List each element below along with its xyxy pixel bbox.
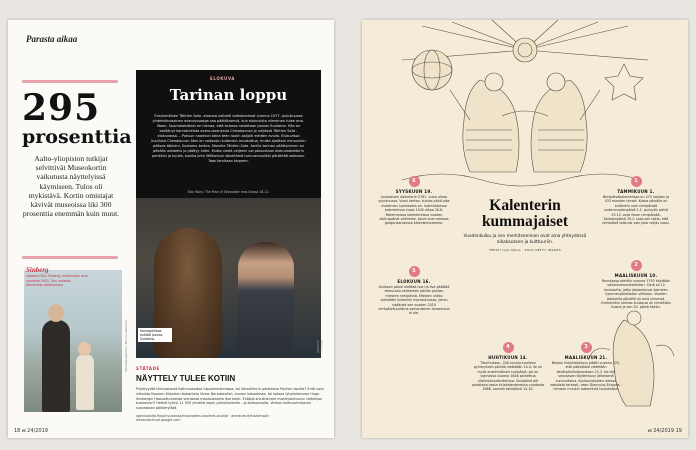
calendar-item-4 bbox=[472, 342, 544, 392]
statade-links[interactable]: opinvuosilta.fi/opinvuosissa/museoiden-avoimet-sisallot · ateneum.fi/maailmalla · artsandculture.google.com bbox=[136, 414, 271, 423]
item-body: Nimipäiväkalenterissa on 475 naisten ja 433 miesten nimeä. Koska päivälle on kuitenkin vain nimipäivää uudenvuodenpäivä 1.1. jouluyön päivä 25.12. ovat ilman nimipäivää. Karkauspäivä 29.2. taas sen takia, että nimipäivä toistuisi vain joka neljäs vuosi. bbox=[602, 195, 670, 226]
folio-mag: et bbox=[648, 429, 652, 434]
sinberg-painting-image bbox=[24, 270, 122, 412]
folio-right bbox=[648, 428, 682, 434]
section-label: Parasta aikaa bbox=[26, 34, 78, 44]
lede-text: Aalto-yliopiston tutkijat selvittivät Museokortin vaikutusta näyttelyissä käymiseen. Tulos oli mykistävä. Kortin omistajat kävivät museoissa liki 300 prosenttia enemmän kuin muut. bbox=[22, 154, 120, 219]
figure-left bbox=[463, 80, 519, 172]
folio-number: 18 bbox=[14, 428, 21, 434]
item-heading: ELOKUUN 16. bbox=[397, 279, 431, 284]
sun-disc bbox=[513, 38, 537, 62]
item-body: Juutalaisen kalenterin 5781. vuosi alkaa syyskuussa. Vuosi kertoo, kuinka pitkä aika maailman luomisesta on. Islamilaisessa kalenterissa vuosi 1442 alkaa 20.8. Molemmissa kalentereissa vuoden aloituspäivä vaihtelee, toisin kuin omassa gregoriaanisessa kalenterissamme. bbox=[378, 195, 450, 226]
sinberg-caption-name: Sinberg bbox=[26, 266, 49, 274]
painting-figure-child bbox=[76, 354, 94, 410]
star-right bbox=[605, 64, 643, 100]
elokuva-credit: Star Wars: The Rise of Skywalker ensi-illassa 18.12. bbox=[187, 190, 270, 194]
item-number-badge: 3 bbox=[581, 342, 592, 353]
item-number-badge: 5 bbox=[409, 266, 420, 277]
calendar-item-2 bbox=[600, 260, 672, 310]
still-credit: Disney / Lucasfilm bbox=[316, 340, 324, 354]
sinberg-caption bbox=[26, 266, 88, 288]
item-heading: HUHTIKUUN 14. bbox=[488, 355, 528, 360]
item-body: Ranskassa otettiin vuonna 1793 käyttöön vallankumouskalenteri. Siinä oli 12 kuukautta, jotka jakaantuivat kolmeen kymmenpäiväiseen viikkoon. Vuoden jokaisella päivällä oli oma nimensä. Esimerkiksi kolmas kuukausi oli nimeltään huono ja sen 10. päivä hekku. bbox=[601, 279, 671, 310]
elokuva-body: Ensimmäinen Tähtien Sota -elokuva valloitti valkokankaat vuonna 1977. Joulukuussa yhdeksänosainen avaruussaaga saa päätöksensä, kun elokuvista viimeinen tulee ensi-iltaan. Suomalaisittain on hienoa, että kolossa nostetaan Joonas Suotamo. Hän on esittänyt karvaturkista avaruussankaria Chewbaccaa jo neljässä Tähtien Sota -elokuvassa. – Paksun naamion takia teen roolin paljolti eleiden avulla. Elokuvissa kuulluva Chewbaccan ääni on valtaosin kuitenkin muokattua, mutta ajoittain minuunkin pääsee äänieni, Suotamo kertoo. Monelle Tähtien Sota -fanille tarinan päättyminen on pitkään odotettu ja päätyy hetki. Mutta viedä veljeeni vai paluustaan elokuvateatterin penkkiin ja kuulla, kuinka John Williamsin säveltämä tunnusmusiikki pärähtää soimaan. Taas tarvitaan tarpeen. bbox=[151, 114, 306, 163]
calendar-item-1 bbox=[600, 176, 672, 226]
calendar-item-5 bbox=[378, 266, 450, 316]
item-heading: TAMMIKUUN 1. bbox=[617, 189, 655, 194]
folio-issue: 24/2019 bbox=[653, 428, 675, 434]
folio-issue: 24/2019 bbox=[27, 428, 48, 434]
item-heading: SYYSKUUN 19. bbox=[395, 189, 433, 194]
photo-credit: Kansallisgalleria / Hannu Aaltonen bbox=[124, 320, 128, 372]
big-number: 295 bbox=[22, 87, 101, 129]
article-deck: Vuodenkulku ja sen merkitseminen ovat aina yhteydessä aikakauteen ja kulttuuriin. bbox=[463, 234, 587, 245]
elokuva-headline: Tarinan loppu bbox=[169, 86, 288, 104]
item-heading: MAALISKUUN 10. bbox=[614, 273, 658, 278]
folio-number: 19 bbox=[675, 428, 682, 434]
left-page bbox=[8, 20, 334, 438]
article-title: Kalenterin kummajaiset bbox=[481, 197, 569, 230]
pink-rule-bottom bbox=[22, 256, 118, 259]
big-word: prosenttia bbox=[22, 126, 132, 148]
article-byline: TEKSTI ILJA OJALA · KUVA GETTY IMAGES bbox=[489, 248, 561, 253]
item-number-badge: 6 bbox=[409, 176, 420, 187]
sinberg-caption-text: maalasi Riku Sinberg, tuntematon teos vuodelta 1903. Sen omistaa Ateneumin taidemuseo. bbox=[26, 274, 88, 287]
folio-mag: et bbox=[21, 429, 26, 434]
folio-left bbox=[14, 428, 48, 434]
pink-rule-top bbox=[22, 80, 118, 83]
statade-body: Pirjaityydät kiinnostavat kotimuseoissa Lappeenrannassa, tai Versailles'in palatsissa Pariisin lepolla? Entä voisi vilkaista Kuopion Kirjaston kokoelmia Victor Barsokevitsh -kuvien kokoelmaa, tai katsoa lyhytelokuvan Hugo Simbergin Haavoittuneesta vieraasta maalauksesta itse kohti. Entäpä sivuillamme maailmankuulun taiteilijan tuotannon? Hetkiä työryi 11 550 yhdeltä napin painalluksella – ja kotisohvalta. Verkon kulttuuritarjonta suorastaan pökkeryttää. bbox=[136, 387, 324, 411]
calendar-item-3 bbox=[550, 342, 622, 392]
still-caption: Karvapeikkoa esittää Joonas Suotamo. bbox=[138, 328, 172, 342]
globe-left bbox=[412, 50, 452, 90]
painting-head-adult bbox=[48, 304, 64, 322]
figure-right bbox=[531, 80, 587, 172]
item-body: Nikean kirkolliskokous päätti vuonna 325, että pääsiäistä vietetään kevätpäiväntasauksen 21.3. tai sitä seuraavan täydenkuun jälkeisenä sunnuntaina. Kuutaulukoiden ollessa katsoista tarkasti, vaan Dionysius Exiguus -nimisen munkin laskemista taulukoista. bbox=[550, 361, 622, 392]
elokuva-kicker: ELOKUVA bbox=[210, 76, 235, 81]
painting-head-child bbox=[78, 342, 91, 356]
statade-label: STÄTADE bbox=[136, 366, 160, 371]
actor-figure bbox=[238, 242, 294, 358]
item-number-badge: 1 bbox=[631, 176, 642, 187]
item-body: Aulikaan päivä aloittaa Ivari ja Ilve päättää elokuussa seitsemän päivän putken miesten nimipäiviä. Miesten viikko vietetään kuitenkin marraskuussa, johon sisäänsä sen vuoden 2010 nimipäiväuudistus samanlainen lanseeraus ei ole. bbox=[378, 285, 450, 316]
item-heading: MAALISKUUN 21. bbox=[564, 355, 608, 360]
elokuva-feature bbox=[136, 70, 324, 358]
painting-figure-adult bbox=[42, 320, 70, 412]
statade-headline: NÄYTTELY TULEE KOTIIN bbox=[136, 374, 236, 383]
calendar-item-6 bbox=[378, 176, 450, 226]
item-number-badge: 2 bbox=[631, 260, 642, 271]
article-title-block bbox=[462, 198, 588, 252]
item-number-badge: 4 bbox=[503, 342, 514, 353]
right-page bbox=[362, 20, 688, 438]
item-body: Tiburtiuksen, 200-luvulla kuolleen pyhimyksen päivää vietetään 14.4. Se on myös ensimmäinen suvipäivä, jos on voimassa vuonna 1646 painettua viisikirjoiskalenterissa. Suvipäivä piti palattava vasta kirjakalentereissa vuodesta 1888, samoin talvipäivä 14.10. bbox=[472, 361, 545, 392]
